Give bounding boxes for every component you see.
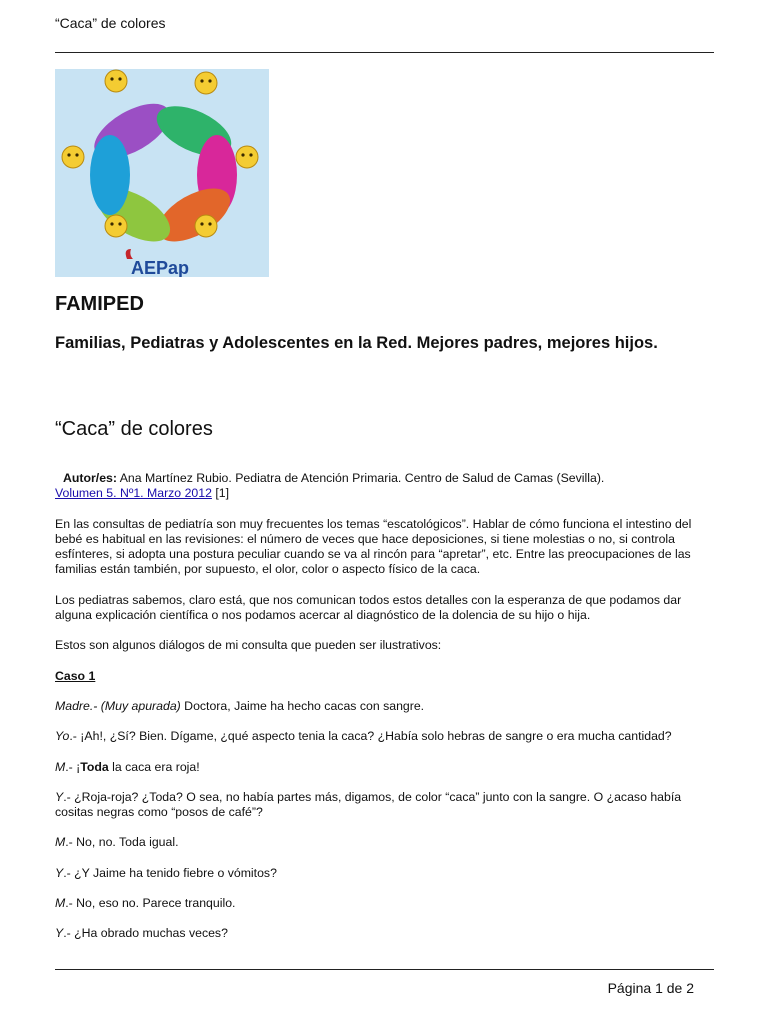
dialogue-text: .- ¡Ah!, ¿Sí? Bien. Dígame, ¿qué aspecto tenia la caca? ¿Había solo hebras de sangre o era mucha cantidad? bbox=[69, 729, 672, 744]
volume-ref: [1] bbox=[211, 486, 230, 501]
speaker: Y bbox=[55, 865, 64, 880]
dialogue-line bbox=[55, 866, 720, 881]
footer-divider bbox=[55, 969, 714, 970]
speaker: M bbox=[55, 759, 66, 774]
speaker: Y bbox=[55, 926, 64, 941]
dialogue-emphasis: Toda bbox=[80, 759, 109, 774]
speaker: Yo bbox=[55, 729, 70, 744]
volume-link[interactable]: Volumen 5. Nº1. Marzo 2012 bbox=[55, 486, 212, 501]
dialogue-text: .- No, eso no. Parece tranquilo. bbox=[65, 896, 236, 911]
dialogue-text-rest: la caca era roja! bbox=[108, 759, 200, 774]
dialogue-line bbox=[55, 926, 720, 941]
site-title: FAMIPED bbox=[55, 293, 144, 315]
dialogue-text: .- ¡ bbox=[65, 759, 81, 774]
paragraph: En las consultas de pediatría son muy frecuentes los temas “escatológicos”. Hablar de cómo funciona el intestino del bebé es habitual en las revisiones: el número de veces que hace deposiciones, si tiene molestias o no, si controla esfínteres, si adopta una postura peculiar cuando se va al rincón para “apretar”, etc. Entre las preocupaciones de las familias están también, por supuesto, el olor, color o aspecto físico de la caca. bbox=[55, 516, 692, 577]
dialogue-line bbox=[55, 760, 720, 775]
dialogue-line bbox=[55, 699, 720, 714]
dialogue-text: .- ¿Ha obrado muchas veces? bbox=[63, 926, 228, 941]
case-title bbox=[55, 669, 720, 684]
dialogue-text: .- No, no. Toda igual. bbox=[65, 835, 179, 850]
paragraph: Los pediatras sabemos, claro está, que nos comunican todos estos detalles con la esperanza de que podamos dar alguna explicación científica o nos podamos acercar al diagnóstico de la dolencia de su hijo o hija. bbox=[55, 592, 682, 623]
dialogue-line bbox=[55, 729, 720, 744]
case-title-text: Caso 1 bbox=[55, 668, 96, 683]
dialogue-line bbox=[55, 835, 720, 850]
paragraph: Estos son algunos diálogos de mi consulta que pueden ser ilustrativos: bbox=[55, 638, 442, 653]
aepap-logo bbox=[55, 69, 269, 277]
speaker: M bbox=[55, 835, 66, 850]
author-line bbox=[55, 471, 720, 486]
speaker: Y bbox=[55, 789, 64, 804]
site-subtitle: Familias, Pediatras y Adolescentes en la Red. Mejores padres, mejores hijos. bbox=[55, 334, 658, 352]
aside: (Muy apurada) bbox=[97, 698, 181, 713]
logo-wordmark: AEPap bbox=[131, 258, 190, 277]
article-body bbox=[55, 471, 720, 957]
dialogue-text: Doctora, Jaime ha hecho cacas con sangre. bbox=[180, 698, 425, 713]
author-text: Ana Martínez Rubio. Pediatra de Atención Primaria. Centro de Salud de Camas (Sevilla). bbox=[116, 471, 605, 485]
page-number: Página 1 de 2 bbox=[607, 980, 694, 996]
author-label: Autor/es: bbox=[63, 471, 117, 485]
dialogue-text: .- ¿Roja-roja? ¿Toda? O sea, no había partes más, digamos, de color “caca” junto con la sangre. O ¿acaso había cositas negras como “posos de café”? bbox=[55, 789, 682, 820]
volume-line bbox=[55, 486, 720, 501]
running-header-title: “Caca” de colores bbox=[55, 15, 166, 31]
article-title: “Caca” de colores bbox=[55, 418, 213, 440]
speaker: Madre.- bbox=[55, 698, 98, 713]
header-divider bbox=[55, 52, 714, 53]
dialogue-line bbox=[55, 896, 720, 911]
speaker: M bbox=[55, 896, 66, 911]
dialogue-text: .- ¿Y Jaime ha tenido fiebre o vómitos? bbox=[63, 865, 277, 880]
dialogue-line bbox=[55, 790, 720, 821]
